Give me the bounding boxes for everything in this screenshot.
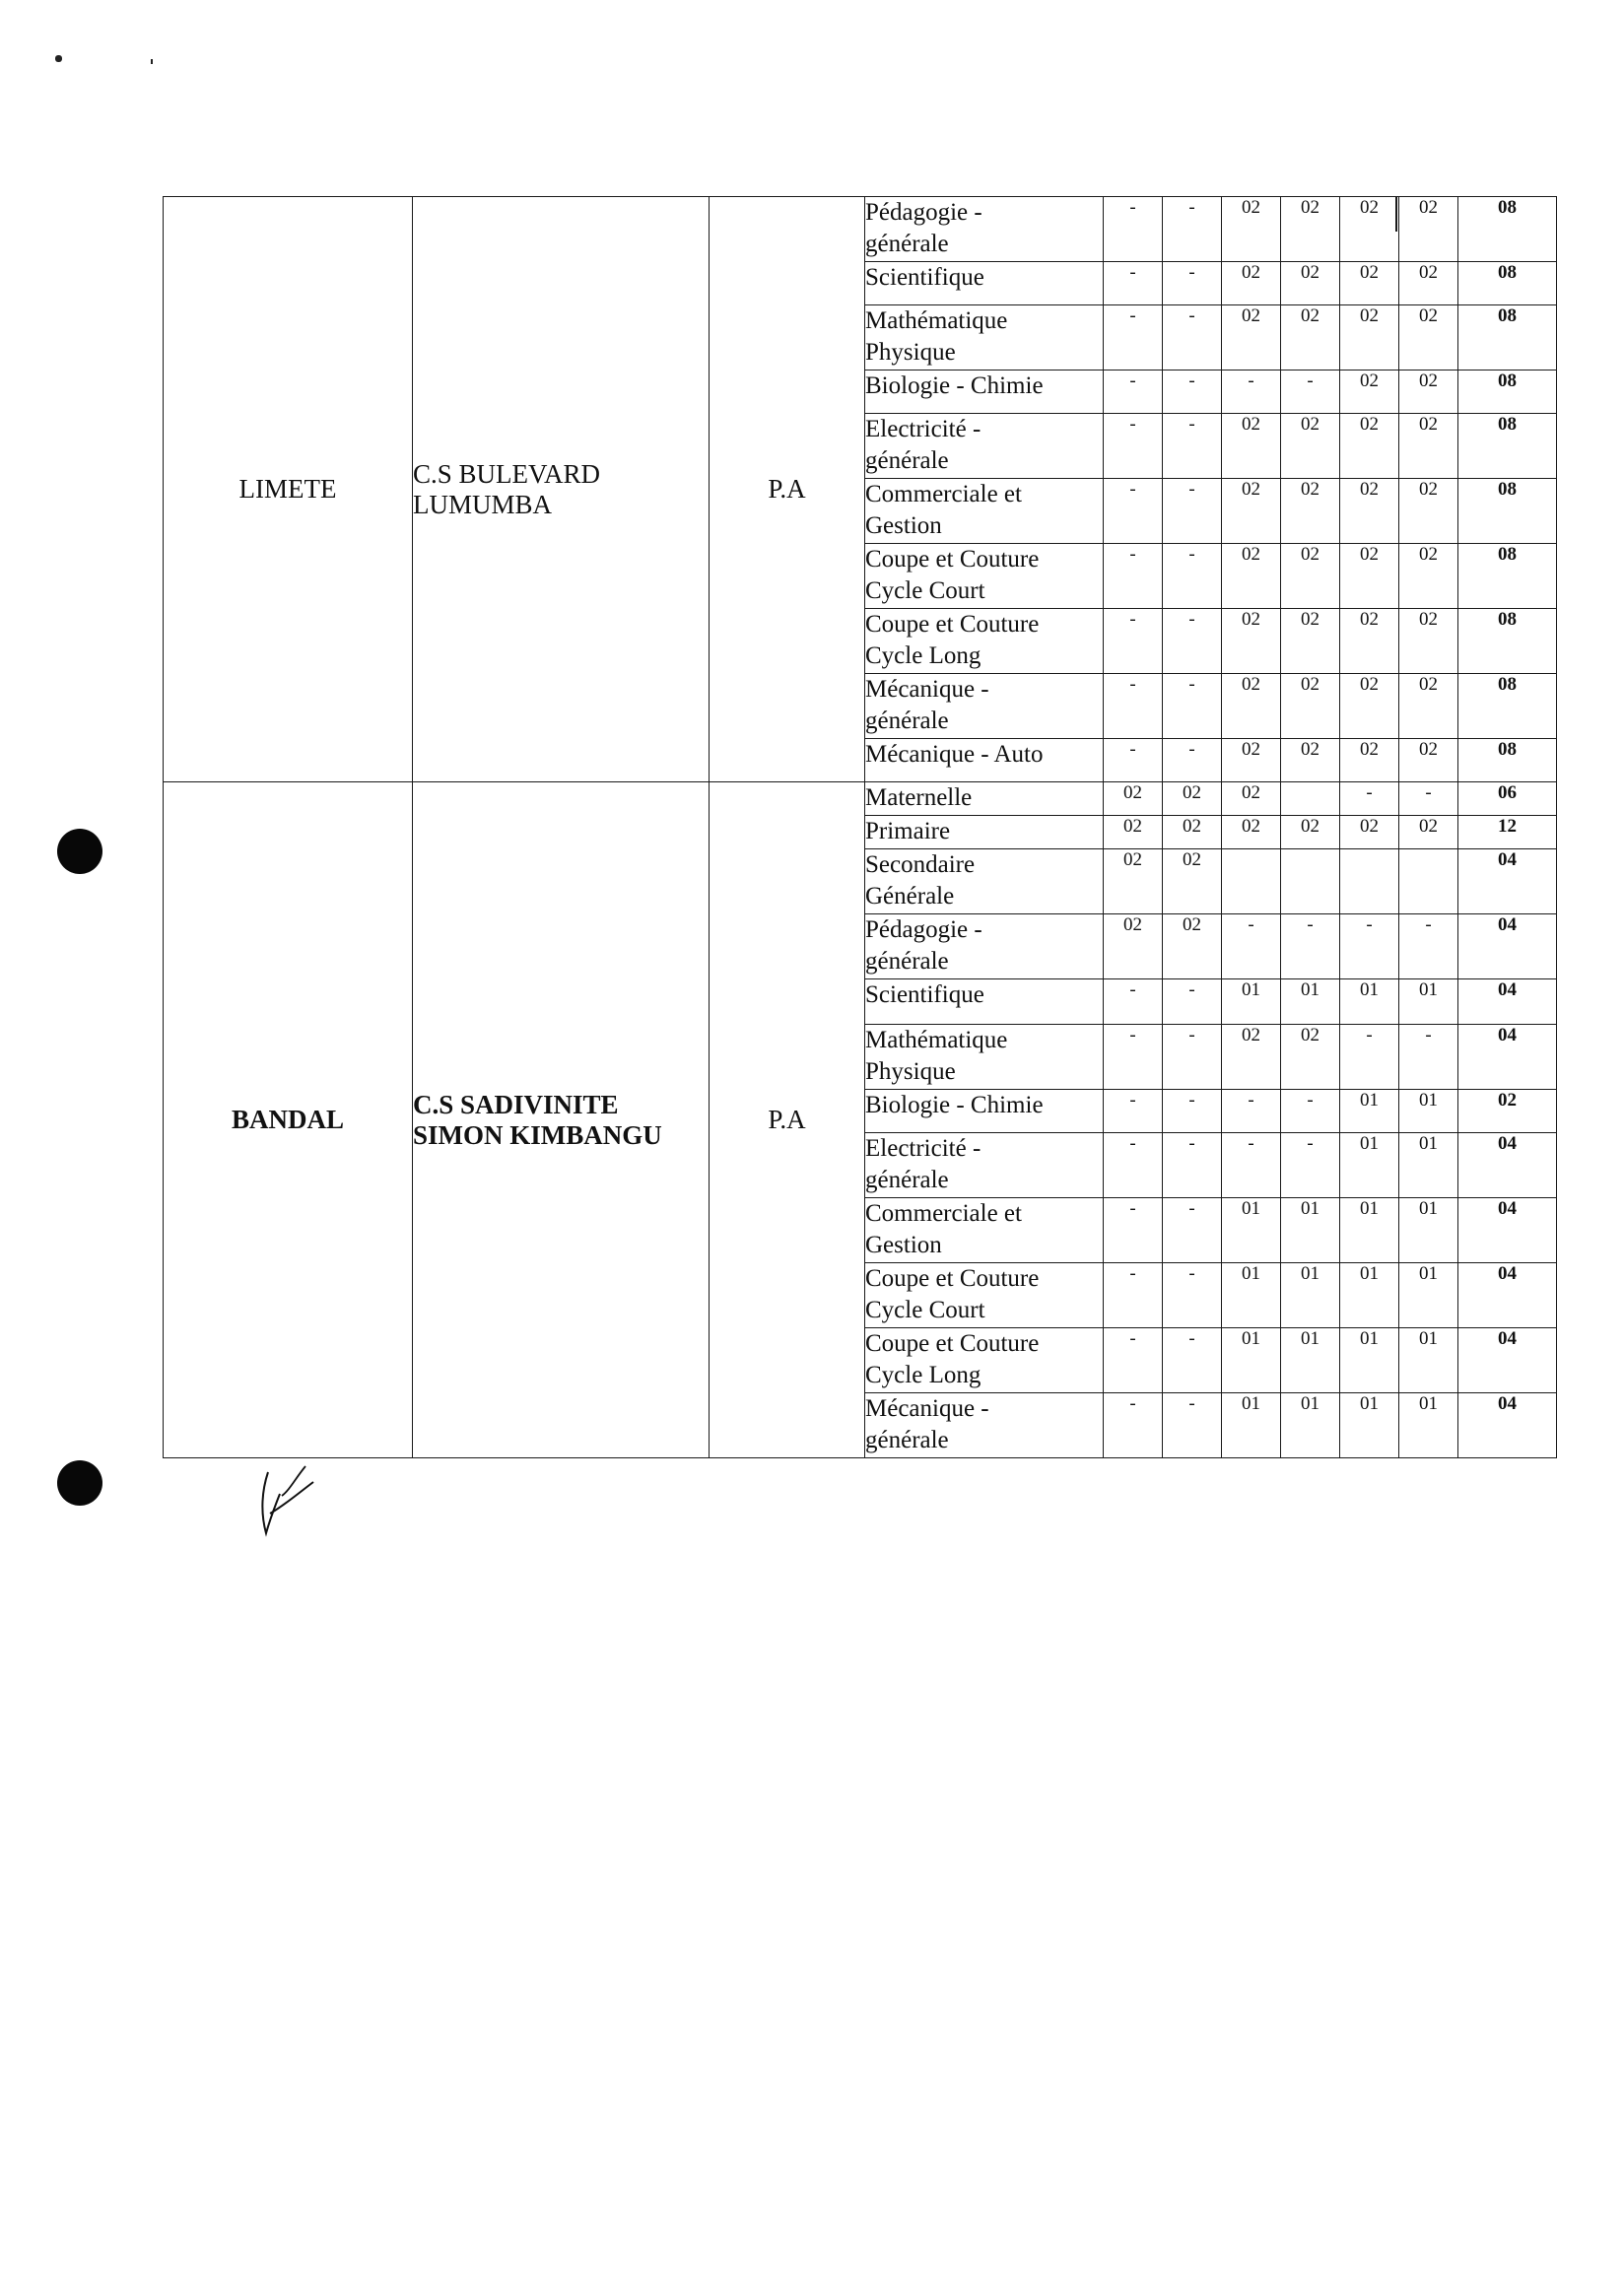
speck-mark bbox=[151, 59, 153, 64]
count-cell: 02 bbox=[1281, 739, 1340, 782]
count-cell: - bbox=[1281, 371, 1340, 414]
school-name-line: C.S BULEVARD bbox=[413, 458, 601, 489]
count-cell: 02 bbox=[1340, 305, 1399, 371]
option-line: Générale bbox=[865, 883, 955, 910]
count-cell: 02 bbox=[1104, 914, 1163, 979]
total-cell: 02 bbox=[1458, 1090, 1557, 1133]
option-cell bbox=[865, 609, 1104, 674]
count-cell: - bbox=[1340, 782, 1399, 816]
option-cell bbox=[865, 544, 1104, 609]
option-cell bbox=[865, 262, 1104, 305]
option-line: générale bbox=[865, 1427, 949, 1453]
count-cell: - bbox=[1104, 414, 1163, 479]
count-cell: - bbox=[1163, 414, 1222, 479]
count-cell: 02 bbox=[1163, 849, 1222, 914]
count-cell: 02 bbox=[1399, 479, 1458, 544]
option-line: Biologie - Chimie bbox=[865, 372, 1044, 399]
count-cell: - bbox=[1163, 674, 1222, 739]
count-cell: - bbox=[1104, 479, 1163, 544]
count-cell: - bbox=[1163, 1133, 1222, 1198]
school-cell bbox=[413, 197, 710, 782]
district-cell: BANDAL bbox=[164, 782, 413, 1458]
option-line: générale bbox=[865, 708, 949, 734]
total-cell: 12 bbox=[1458, 816, 1557, 849]
option-line: Maternelle bbox=[865, 784, 973, 811]
school-name-line: SIMON KIMBANGU bbox=[413, 1119, 662, 1150]
count-cell: 01 bbox=[1340, 1263, 1399, 1328]
count-cell: - bbox=[1281, 1090, 1340, 1133]
count-cell: 02 bbox=[1281, 544, 1340, 609]
count-cell: 02 bbox=[1222, 197, 1281, 262]
count-cell: - bbox=[1104, 674, 1163, 739]
count-cell: 01 bbox=[1340, 1328, 1399, 1393]
count-cell: 02 bbox=[1222, 609, 1281, 674]
count-cell: 02 bbox=[1399, 414, 1458, 479]
count-cell: 01 bbox=[1340, 1198, 1399, 1263]
count-cell: 02 bbox=[1399, 305, 1458, 371]
total-cell: 04 bbox=[1458, 1328, 1557, 1393]
option-cell bbox=[865, 1328, 1104, 1393]
count-cell: - bbox=[1104, 609, 1163, 674]
option-line: Secondaire bbox=[865, 851, 976, 878]
binder-hole bbox=[57, 1460, 102, 1506]
count-cell bbox=[1281, 849, 1340, 914]
count-cell: 02 bbox=[1340, 479, 1399, 544]
count-cell: - bbox=[1163, 1328, 1222, 1393]
count-cell: - bbox=[1163, 1198, 1222, 1263]
count-cell: - bbox=[1104, 197, 1163, 262]
total-cell: 08 bbox=[1458, 262, 1557, 305]
count-cell: 02 bbox=[1222, 262, 1281, 305]
count-cell: 02 bbox=[1104, 782, 1163, 816]
count-cell: - bbox=[1281, 1133, 1340, 1198]
total-cell: 04 bbox=[1458, 1393, 1557, 1458]
count-cell: - bbox=[1104, 544, 1163, 609]
option-line: Biologie - Chimie bbox=[865, 1092, 1044, 1118]
count-cell: - bbox=[1104, 739, 1163, 782]
total-cell: 08 bbox=[1458, 479, 1557, 544]
district-cell: LIMETE bbox=[164, 197, 413, 782]
count-cell: 01 bbox=[1399, 1133, 1458, 1198]
count-cell: 01 bbox=[1340, 1090, 1399, 1133]
total-cell: 08 bbox=[1458, 371, 1557, 414]
count-cell: 01 bbox=[1399, 1393, 1458, 1458]
option-cell bbox=[865, 1198, 1104, 1263]
count-cell: 01 bbox=[1399, 1198, 1458, 1263]
count-cell: 02 bbox=[1340, 816, 1399, 849]
count-cell: 01 bbox=[1222, 979, 1281, 1025]
count-cell: - bbox=[1104, 305, 1163, 371]
count-cell: 02 bbox=[1399, 197, 1458, 262]
total-cell: 08 bbox=[1458, 544, 1557, 609]
total-cell: 08 bbox=[1458, 305, 1557, 371]
total-cell: 04 bbox=[1458, 1133, 1557, 1198]
count-cell: 02 bbox=[1281, 479, 1340, 544]
total-cell: 08 bbox=[1458, 414, 1557, 479]
option-line: Mathématique bbox=[865, 307, 1008, 334]
count-cell: - bbox=[1163, 197, 1222, 262]
option-cell bbox=[865, 414, 1104, 479]
binder-hole bbox=[57, 829, 102, 874]
count-cell: 01 bbox=[1340, 1393, 1399, 1458]
option-cell bbox=[865, 197, 1104, 262]
count-cell: 02 bbox=[1399, 544, 1458, 609]
school-cell bbox=[413, 782, 710, 1458]
count-cell: 01 bbox=[1281, 1328, 1340, 1393]
count-cell: - bbox=[1163, 979, 1222, 1025]
count-cell: 02 bbox=[1281, 414, 1340, 479]
count-cell: - bbox=[1163, 739, 1222, 782]
count-cell: 02 bbox=[1281, 816, 1340, 849]
count-cell: 02 bbox=[1222, 674, 1281, 739]
option-cell bbox=[865, 305, 1104, 371]
column-rule bbox=[1395, 196, 1397, 232]
count-cell: 02 bbox=[1340, 674, 1399, 739]
option-line: Mécanique - Auto bbox=[865, 741, 1044, 768]
option-line: Scientifique bbox=[865, 981, 984, 1008]
count-cell: 01 bbox=[1281, 979, 1340, 1025]
count-cell: 02 bbox=[1340, 197, 1399, 262]
total-cell: 04 bbox=[1458, 1198, 1557, 1263]
count-cell: 02 bbox=[1399, 262, 1458, 305]
option-cell bbox=[865, 739, 1104, 782]
option-cell bbox=[865, 1025, 1104, 1090]
total-cell: 04 bbox=[1458, 849, 1557, 914]
count-cell: 01 bbox=[1399, 979, 1458, 1025]
count-cell: 02 bbox=[1399, 371, 1458, 414]
table-body bbox=[164, 197, 1557, 1458]
count-cell: - bbox=[1104, 1198, 1163, 1263]
count-cell: - bbox=[1104, 371, 1163, 414]
count-cell bbox=[1281, 782, 1340, 816]
count-cell: 02 bbox=[1222, 305, 1281, 371]
count-cell: 01 bbox=[1281, 1198, 1340, 1263]
count-cell: 02 bbox=[1340, 609, 1399, 674]
count-cell: - bbox=[1163, 305, 1222, 371]
total-cell: 08 bbox=[1458, 197, 1557, 262]
option-line: générale bbox=[865, 948, 949, 975]
count-cell bbox=[1340, 849, 1399, 914]
total-cell: 04 bbox=[1458, 914, 1557, 979]
option-line: Cycle Long bbox=[865, 1362, 981, 1388]
count-cell: - bbox=[1163, 1393, 1222, 1458]
option-cell bbox=[865, 371, 1104, 414]
count-cell: - bbox=[1340, 1025, 1399, 1090]
option-line: générale bbox=[865, 1167, 949, 1193]
option-line: Physique bbox=[865, 339, 956, 366]
count-cell bbox=[1222, 849, 1281, 914]
option-line: Pédagogie - bbox=[865, 199, 982, 226]
count-cell: 02 bbox=[1399, 609, 1458, 674]
table-row bbox=[164, 197, 1557, 262]
count-cell: 01 bbox=[1340, 979, 1399, 1025]
option-cell bbox=[865, 816, 1104, 849]
total-cell: 08 bbox=[1458, 739, 1557, 782]
option-line: Pédagogie - bbox=[865, 916, 982, 943]
count-cell: - bbox=[1222, 1090, 1281, 1133]
option-line: Mécanique - bbox=[865, 1395, 989, 1422]
count-cell: - bbox=[1104, 1393, 1163, 1458]
count-cell: 02 bbox=[1163, 914, 1222, 979]
option-cell bbox=[865, 1393, 1104, 1458]
count-cell: 02 bbox=[1281, 609, 1340, 674]
option-cell bbox=[865, 1133, 1104, 1198]
count-cell: 02 bbox=[1222, 1025, 1281, 1090]
option-line: Physique bbox=[865, 1058, 956, 1085]
count-cell: - bbox=[1104, 1025, 1163, 1090]
table-row bbox=[164, 782, 1557, 816]
count-cell: - bbox=[1163, 371, 1222, 414]
count-cell: 02 bbox=[1222, 479, 1281, 544]
school-type-cell: P.A bbox=[710, 197, 865, 782]
option-line: Cycle Court bbox=[865, 577, 985, 604]
count-cell: - bbox=[1399, 1025, 1458, 1090]
option-line: Gestion bbox=[865, 1232, 942, 1258]
count-cell: 02 bbox=[1222, 544, 1281, 609]
option-line: Electricité - bbox=[865, 1135, 981, 1162]
count-cell: 01 bbox=[1222, 1328, 1281, 1393]
option-line: Cycle Long bbox=[865, 642, 981, 669]
count-cell: - bbox=[1104, 262, 1163, 305]
count-cell: - bbox=[1222, 1133, 1281, 1198]
count-cell: 02 bbox=[1281, 1025, 1340, 1090]
total-cell: 08 bbox=[1458, 674, 1557, 739]
total-cell: 06 bbox=[1458, 782, 1557, 816]
option-cell bbox=[865, 674, 1104, 739]
option-line: générale bbox=[865, 231, 949, 257]
count-cell: 02 bbox=[1340, 544, 1399, 609]
option-line: Coupe et Couture bbox=[865, 611, 1040, 638]
count-cell: - bbox=[1163, 1263, 1222, 1328]
count-cell: - bbox=[1281, 914, 1340, 979]
option-line: Cycle Court bbox=[865, 1297, 985, 1323]
option-line: Coupe et Couture bbox=[865, 546, 1040, 573]
count-cell: - bbox=[1399, 914, 1458, 979]
school-name-line: C.S SADIVINITE bbox=[413, 1089, 619, 1119]
count-cell: 01 bbox=[1399, 1090, 1458, 1133]
count-cell: 01 bbox=[1222, 1198, 1281, 1263]
option-line: Mathématique bbox=[865, 1027, 1008, 1053]
option-cell bbox=[865, 979, 1104, 1025]
speck-mark bbox=[55, 55, 62, 62]
count-cell: 01 bbox=[1399, 1328, 1458, 1393]
count-cell: 02 bbox=[1163, 782, 1222, 816]
option-line: Coupe et Couture bbox=[865, 1330, 1040, 1357]
signature-initials bbox=[254, 1460, 325, 1539]
count-cell: 02 bbox=[1399, 816, 1458, 849]
total-cell: 04 bbox=[1458, 1263, 1557, 1328]
count-cell: 02 bbox=[1340, 739, 1399, 782]
option-cell bbox=[865, 479, 1104, 544]
option-line: générale bbox=[865, 447, 949, 474]
option-line: Primaire bbox=[865, 818, 951, 844]
count-cell: 02 bbox=[1340, 262, 1399, 305]
count-cell: 02 bbox=[1222, 414, 1281, 479]
count-cell: 02 bbox=[1104, 816, 1163, 849]
count-cell: 02 bbox=[1281, 674, 1340, 739]
count-cell bbox=[1399, 849, 1458, 914]
school-options-table bbox=[163, 196, 1557, 1458]
count-cell: - bbox=[1163, 479, 1222, 544]
option-line: Gestion bbox=[865, 512, 942, 539]
count-cell: 01 bbox=[1222, 1263, 1281, 1328]
school-name-line: LUMUMBA bbox=[413, 489, 553, 519]
count-cell: - bbox=[1163, 262, 1222, 305]
count-cell: 02 bbox=[1104, 849, 1163, 914]
count-cell: - bbox=[1340, 914, 1399, 979]
count-cell: - bbox=[1222, 371, 1281, 414]
count-cell: 01 bbox=[1281, 1393, 1340, 1458]
count-cell: 01 bbox=[1281, 1263, 1340, 1328]
count-cell: - bbox=[1104, 979, 1163, 1025]
count-cell: 02 bbox=[1163, 816, 1222, 849]
count-cell: 02 bbox=[1281, 262, 1340, 305]
option-line: Mécanique - bbox=[865, 676, 989, 703]
count-cell: 01 bbox=[1399, 1263, 1458, 1328]
count-cell: - bbox=[1104, 1090, 1163, 1133]
count-cell: - bbox=[1163, 609, 1222, 674]
count-cell: - bbox=[1104, 1133, 1163, 1198]
option-line: Scientifique bbox=[865, 264, 984, 291]
count-cell: - bbox=[1222, 914, 1281, 979]
count-cell: 02 bbox=[1222, 739, 1281, 782]
count-cell: 02 bbox=[1340, 414, 1399, 479]
count-cell: - bbox=[1399, 782, 1458, 816]
count-cell: 01 bbox=[1340, 1133, 1399, 1198]
count-cell: 02 bbox=[1281, 197, 1340, 262]
count-cell: 02 bbox=[1281, 305, 1340, 371]
count-cell: 02 bbox=[1222, 782, 1281, 816]
count-cell: 02 bbox=[1340, 371, 1399, 414]
count-cell: - bbox=[1163, 1025, 1222, 1090]
count-cell: - bbox=[1163, 544, 1222, 609]
school-type-cell: P.A bbox=[710, 782, 865, 1458]
total-cell: 08 bbox=[1458, 609, 1557, 674]
option-line: Commerciale et bbox=[865, 481, 1022, 507]
count-cell: - bbox=[1163, 1090, 1222, 1133]
count-cell: 02 bbox=[1399, 739, 1458, 782]
option-cell bbox=[865, 782, 1104, 816]
total-cell: 04 bbox=[1458, 1025, 1557, 1090]
option-line: Electricité - bbox=[865, 416, 981, 442]
option-line: Commerciale et bbox=[865, 1200, 1022, 1227]
count-cell: 01 bbox=[1222, 1393, 1281, 1458]
option-cell bbox=[865, 1090, 1104, 1133]
option-cell bbox=[865, 1263, 1104, 1328]
count-cell: 02 bbox=[1222, 816, 1281, 849]
option-line: Coupe et Couture bbox=[865, 1265, 1040, 1292]
option-cell bbox=[865, 914, 1104, 979]
count-cell: - bbox=[1104, 1263, 1163, 1328]
count-cell: 02 bbox=[1399, 674, 1458, 739]
option-cell bbox=[865, 849, 1104, 914]
count-cell: - bbox=[1104, 1328, 1163, 1393]
total-cell: 04 bbox=[1458, 979, 1557, 1025]
